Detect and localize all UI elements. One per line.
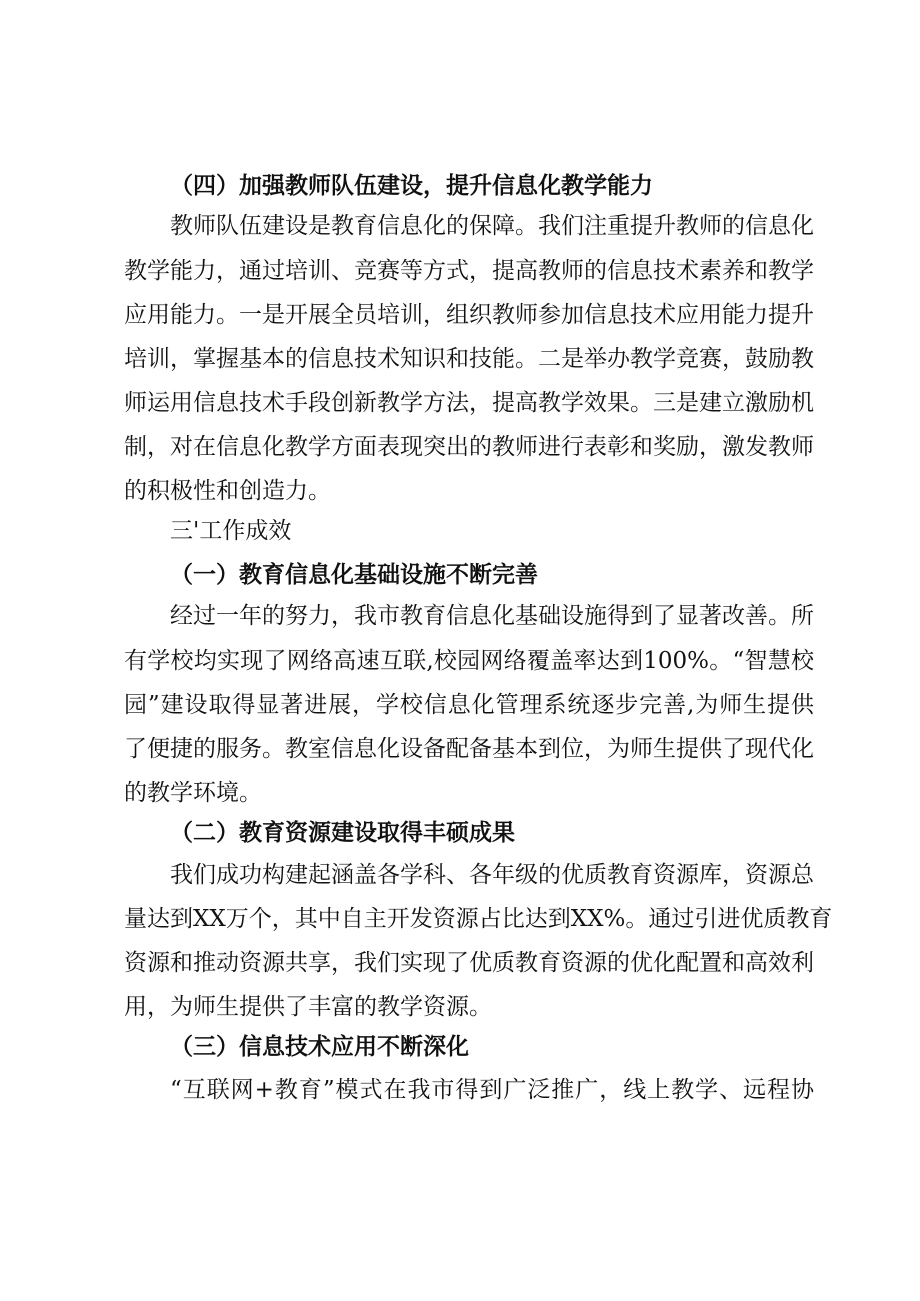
heading-infrastructure: （一）教育信息化基础设施不断完善: [170, 561, 538, 588]
paragraph-line: “互联网+教育”模式在我市得到广泛推广，线上教学、远程协: [170, 1077, 814, 1103]
paragraph-line: 用，为师生提供了丰富的教学资源。: [124, 994, 492, 1020]
paragraph-line: 的积极性和创造力。: [124, 478, 331, 504]
section-title-results: 三'工作成效: [170, 518, 292, 544]
paragraph-line: 的教学环境。: [124, 780, 262, 806]
heading-resources: （二）教育资源建设取得丰硕成果: [170, 819, 515, 846]
paragraph-line: 教师队伍建设是教育信息化的保障。我们注重提升教师的信息化: [170, 213, 814, 239]
paragraph-line: 了便捷的服务。教室信息化设备配备基本到位，为师生提供了现代化: [124, 736, 814, 762]
paragraph-line: 培训，掌握基本的信息技术知识和技能。二是举办教学竞赛，鼓励教: [124, 346, 814, 372]
paragraph-line: 我们成功构建起涵盖各学科、各年级的优质教育资源库，资源总: [170, 862, 814, 888]
heading-tech-application: （三）信息技术应用不断深化: [170, 1033, 469, 1060]
paragraph-line: 教学能力，通过培训、竞赛等方式，提高教师的信息技术素养和教学: [124, 258, 814, 284]
paragraph-line: 制，对在信息化教学方面表现突出的教师进行表彰和奖励，激发教师: [124, 434, 814, 460]
paragraph-line: 有学校均实现了网络高速互联,校园网络覆盖率达到100%。“智慧校: [124, 648, 814, 674]
paragraph-line: 经过一年的努力，我市教育信息化基础设施得到了显著改善。所: [170, 603, 814, 629]
heading-strengthen-teachers: （四）加强教师队伍建设，提升信息化教学能力: [170, 172, 653, 199]
paragraph-line: 量达到XX万个，其中自主开发资源占比达到XX%。通过引进优质教育: [124, 906, 833, 932]
paragraph-line: 资源和推动资源共享，我们实现了优质教育资源的优化配置和高效利: [124, 950, 814, 976]
paragraph-line: 师运用信息技术手段创新教学方法，提高教学效果。三是建立激励机: [124, 390, 814, 416]
paragraph-line: 应用能力。一是开展全员培训，组织教师参加信息技术应用能力提升: [124, 302, 814, 328]
paragraph-line: 园”建设取得显著进展，学校信息化管理系统逐步完善,为师生提供: [124, 692, 814, 718]
